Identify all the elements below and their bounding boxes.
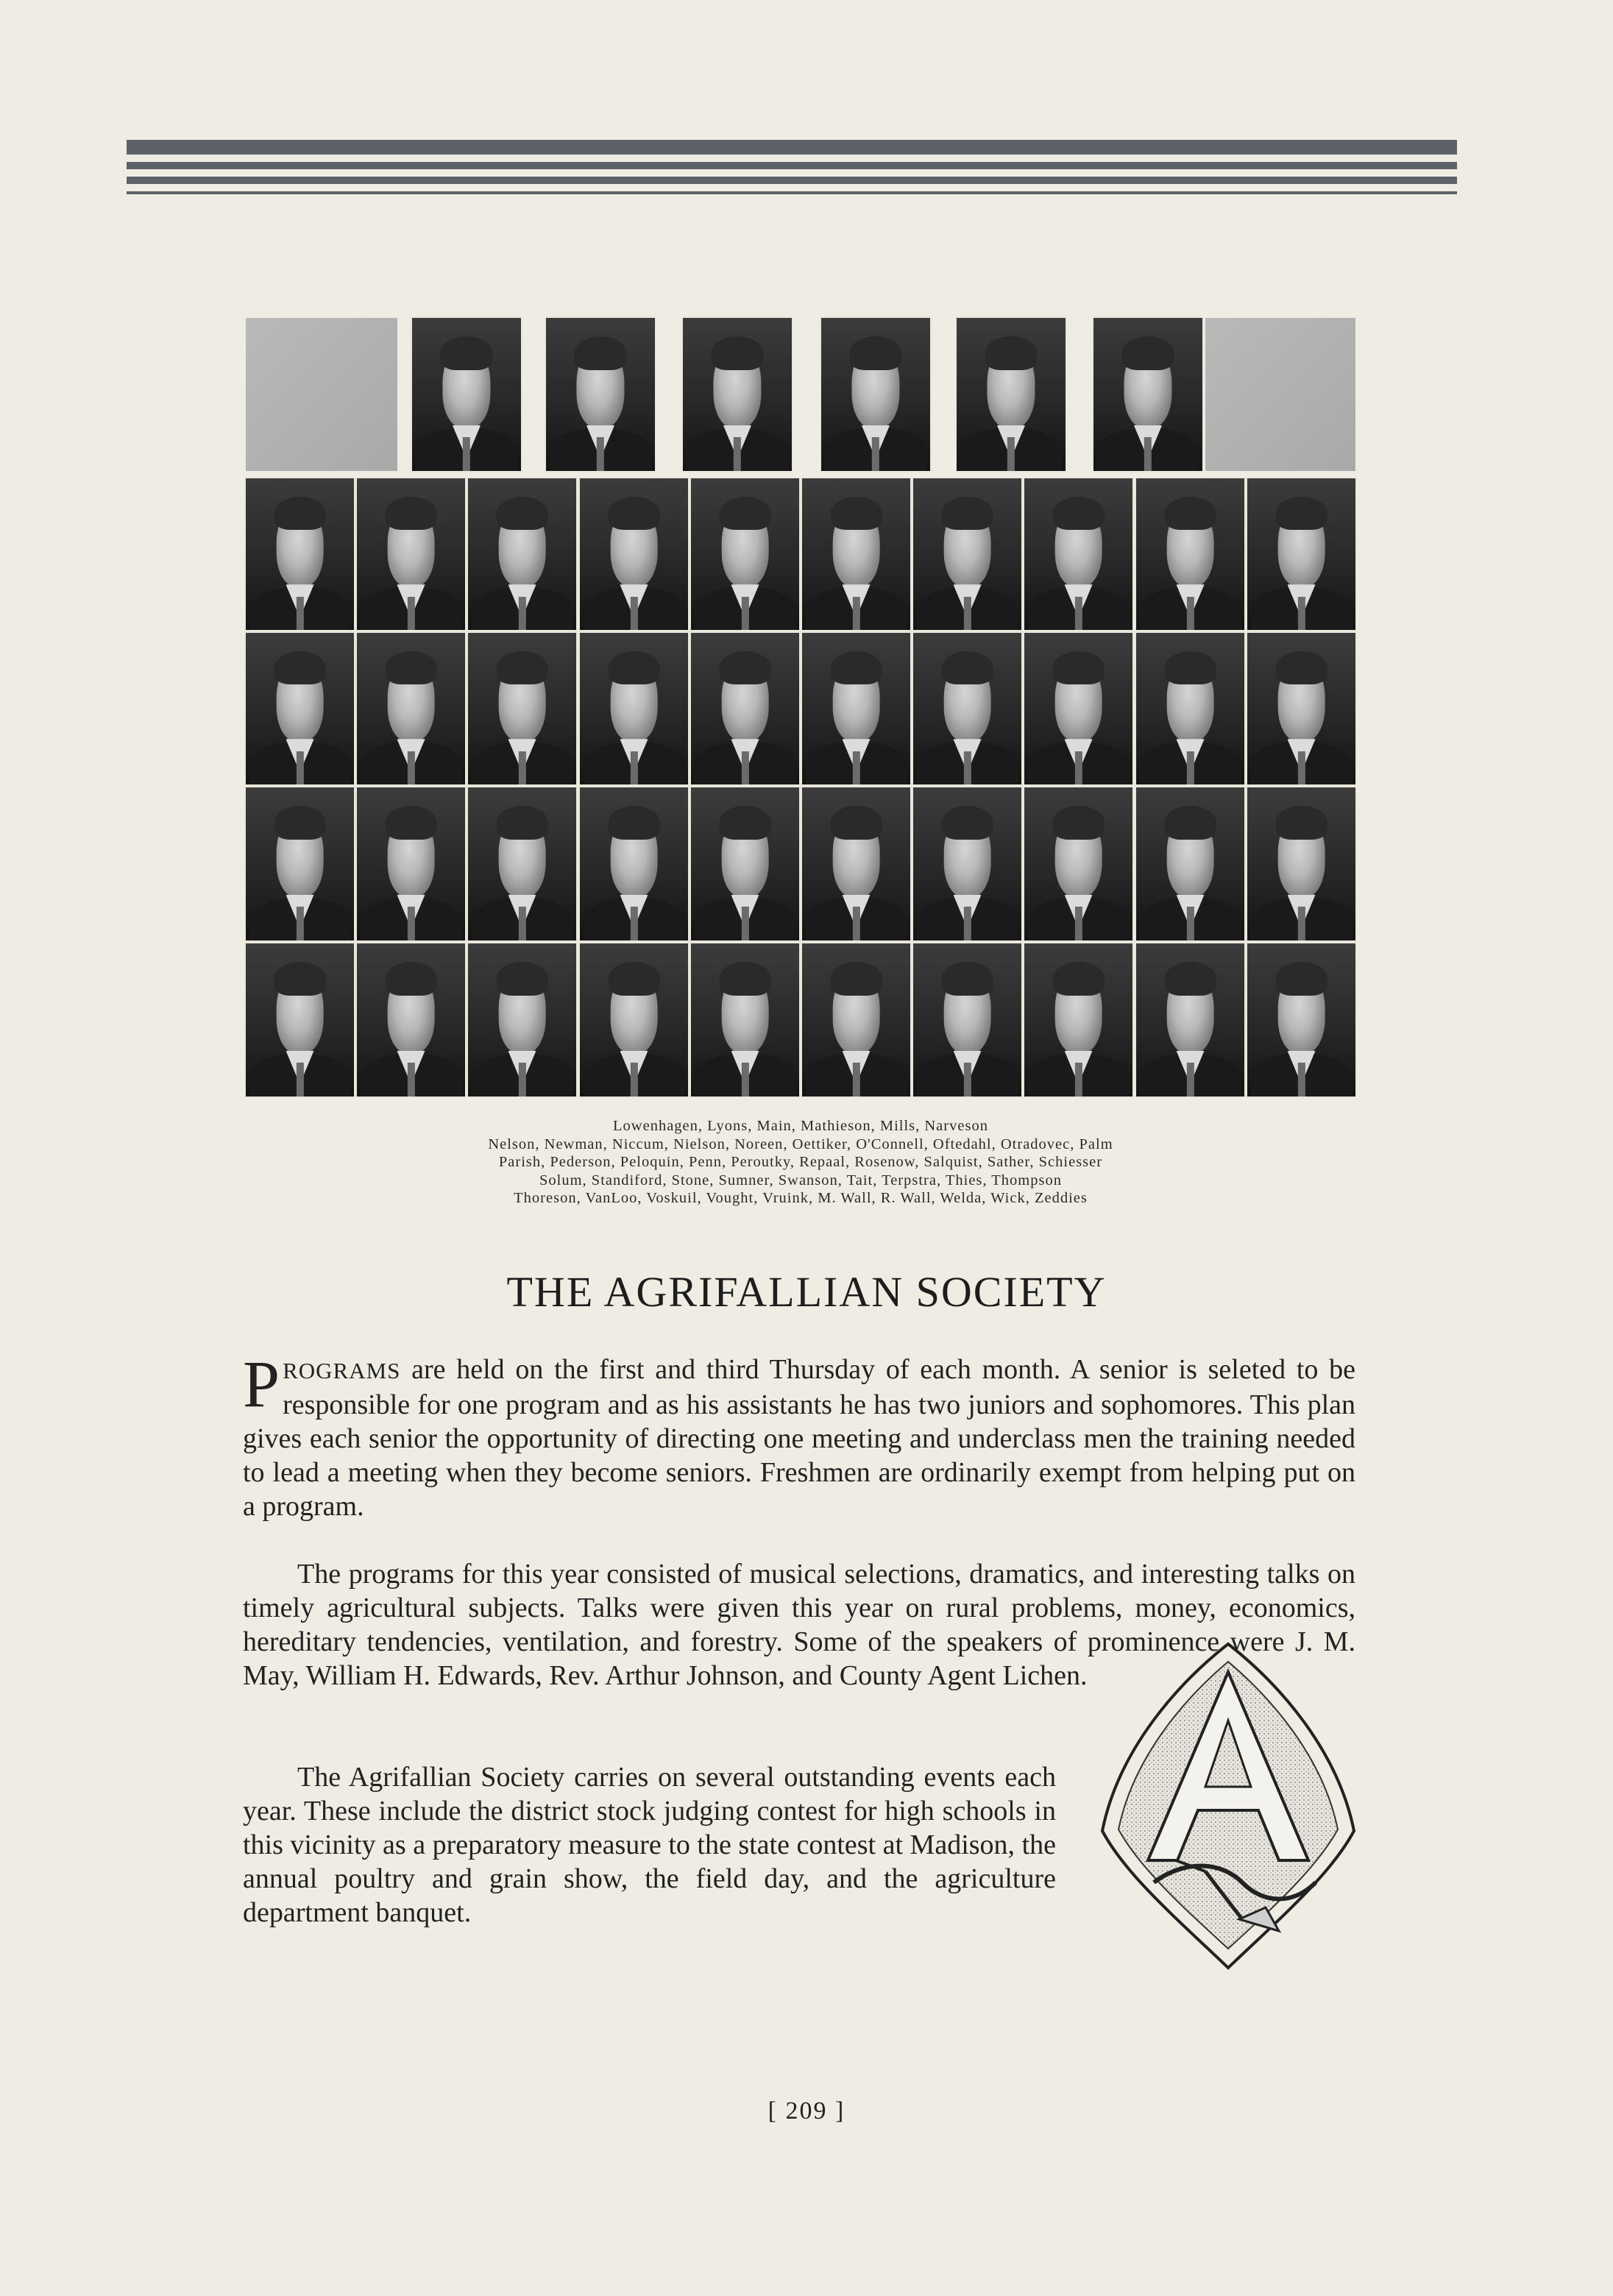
- caption-line: Nelson, Newman, Niccum, Nielson, Noreen, Oettiker, O'Connell, Oftedahl, Otradovec, Palm: [488, 1135, 1113, 1152]
- portrait-tie: [630, 751, 637, 784]
- portrait-tie: [518, 1063, 525, 1096]
- portrait-hair: [830, 651, 882, 684]
- portrait-hair: [1275, 962, 1327, 996]
- member-portrait: [545, 316, 656, 472]
- portrait-tie: [741, 907, 748, 940]
- portrait-tie: [1297, 751, 1305, 784]
- portrait-hair: [941, 806, 993, 840]
- portrait-hair: [1121, 336, 1174, 370]
- member-portrait: [1135, 631, 1246, 786]
- member-portrait: [244, 477, 355, 631]
- portrait-hair: [719, 962, 771, 996]
- portrait-hair: [608, 806, 660, 840]
- blank-photo-panel: [244, 316, 399, 472]
- portrait-hair: [274, 497, 326, 530]
- member-portrait: [411, 316, 522, 472]
- portrait-tie: [296, 751, 303, 784]
- portrait-hair: [385, 497, 437, 530]
- member-portrait: [1023, 786, 1134, 942]
- portrait-tie: [1297, 1063, 1305, 1096]
- portrait-hair: [1275, 806, 1327, 840]
- member-portrait: [578, 477, 689, 631]
- portrait-hair: [941, 651, 993, 684]
- member-portrait: [801, 942, 912, 1098]
- portrait-hair: [830, 806, 882, 840]
- member-portrait: [244, 786, 355, 942]
- portrait-tie: [1074, 597, 1082, 630]
- header-rule-2: [127, 162, 1457, 169]
- member-portrait: [1246, 631, 1357, 786]
- member-portrait: [1246, 477, 1357, 631]
- member-portrait: [1023, 477, 1134, 631]
- portrait-hair: [1164, 651, 1216, 684]
- member-portrait: [912, 942, 1023, 1098]
- portrait-hair: [496, 962, 548, 996]
- portrait-tie: [1007, 437, 1015, 471]
- portrait-tie: [630, 597, 637, 630]
- portrait-tie: [963, 907, 971, 940]
- portrait-tie: [407, 751, 414, 784]
- caption-line: Parish, Pederson, Peloquin, Penn, Peroutky, Repaal, Rosenow, Salquist, Sather, Schiesser: [498, 1154, 1103, 1170]
- header-rule-3: [127, 177, 1457, 184]
- portrait-tie: [963, 1063, 971, 1096]
- portrait-hair: [1052, 962, 1105, 996]
- member-portrait: [912, 477, 1023, 631]
- portrait-hair: [608, 651, 660, 684]
- portrait-tie: [518, 907, 525, 940]
- portrait-hair: [719, 806, 771, 840]
- portrait-hair: [1052, 497, 1105, 530]
- portrait-hair: [440, 336, 492, 370]
- portrait-hair: [1164, 962, 1216, 996]
- photo-caption: [244, 1117, 1357, 1208]
- portrait-tie: [741, 597, 748, 630]
- member-portrait: [244, 631, 355, 786]
- portrait-hair: [941, 962, 993, 996]
- portrait-hair: [830, 497, 882, 530]
- member-portrait: [1246, 786, 1357, 942]
- portrait-tie: [1297, 907, 1305, 940]
- portrait-hair: [574, 336, 626, 370]
- portrait-hair: [1052, 806, 1105, 840]
- member-portrait: [1135, 477, 1246, 631]
- portrait-tie: [741, 751, 748, 784]
- portrait-tie: [872, 437, 879, 471]
- portrait-tie: [597, 437, 604, 471]
- member-portrait: [355, 942, 467, 1098]
- page-number: [ 209 ]: [767, 2097, 846, 2125]
- member-portrait: [1092, 316, 1204, 472]
- member-portrait: [467, 477, 578, 631]
- portrait-hair: [274, 651, 326, 684]
- member-photo-grid: [244, 316, 1357, 1098]
- portrait-tie: [518, 597, 525, 630]
- portrait-tie: [963, 597, 971, 630]
- portrait-tie: [296, 907, 303, 940]
- member-portrait: [467, 786, 578, 942]
- portrait-hair: [274, 962, 326, 996]
- blank-photo-panel: [1204, 316, 1357, 472]
- portrait-tie: [1186, 907, 1194, 940]
- portrait-tie: [734, 437, 741, 471]
- portrait-hair: [849, 336, 901, 370]
- paragraph-speakers: The programs for this year consisted of musical selections, dramatics, and interesting talks on timely agricultural subjects. Talks were given this year on rural problems, money, economics, hereditary tendencies, ventilation, and forestry. Some of the speakers of prominence were J. M. May, William H. Edwards, Rev. Arthur Johnson, and County Agent Lichen.: [243, 1559, 1355, 1691]
- portrait-tie: [963, 751, 971, 784]
- member-portrait: [689, 631, 801, 786]
- member-portrait: [1246, 942, 1357, 1098]
- portrait-hair: [985, 336, 1037, 370]
- member-portrait: [912, 786, 1023, 942]
- portrait-tie: [1297, 597, 1305, 630]
- portrait-tie: [1186, 597, 1194, 630]
- member-portrait: [355, 631, 467, 786]
- portrait-tie: [852, 751, 859, 784]
- portrait-tie: [1144, 437, 1152, 471]
- portrait-tie: [1074, 907, 1082, 940]
- member-portrait: [355, 786, 467, 942]
- portrait-hair: [496, 497, 548, 530]
- portrait-hair: [385, 806, 437, 840]
- portrait-hair: [1275, 497, 1327, 530]
- member-portrait: [689, 786, 801, 942]
- portrait-tie: [852, 1063, 859, 1096]
- member-portrait: [801, 786, 912, 942]
- portrait-hair: [711, 336, 763, 370]
- paragraph-programs: [243, 1348, 1355, 1523]
- caption-line: Thoreson, VanLoo, Voskuil, Vought, Vruink, M. Wall, R. Wall, Welda, Wick, Zeddies: [514, 1190, 1088, 1206]
- portrait-tie: [407, 907, 414, 940]
- portrait-hair: [608, 962, 660, 996]
- portrait-hair: [385, 651, 437, 684]
- portrait-tie: [407, 597, 414, 630]
- member-portrait: [801, 631, 912, 786]
- member-portrait: [244, 942, 355, 1098]
- page-title: THE AGRIFALLIAN SOCIETY: [506, 1268, 1107, 1316]
- paragraph-text: are held on the first and third Thursday of each month. A senior is seleted to be responsible for one program and as his assistants he has two juniors and sophomores. This plan gives each senior the opportunity of directing one meeting and underclass men the training needed to lead a meeting when they become seniors. Freshmen are ordinarily exempt from helping put on a program.: [243, 1354, 1355, 1522]
- member-portrait: [1135, 786, 1246, 942]
- member-portrait: [578, 942, 689, 1098]
- portrait-tie: [741, 1063, 748, 1096]
- drop-cap: P: [243, 1348, 280, 1421]
- member-portrait: [955, 316, 1067, 472]
- agrifallian-emblem-icon: [1095, 1640, 1361, 1972]
- member-portrait: [1023, 942, 1134, 1098]
- portrait-tie: [296, 597, 303, 630]
- portrait-hair: [1164, 806, 1216, 840]
- portrait-hair: [830, 962, 882, 996]
- portrait-tie: [1186, 751, 1194, 784]
- portrait-hair: [608, 497, 660, 530]
- portrait-hair: [941, 497, 993, 530]
- portrait-tie: [518, 751, 525, 784]
- member-portrait: [467, 942, 578, 1098]
- portrait-hair: [719, 651, 771, 684]
- member-portrait: [578, 786, 689, 942]
- member-portrait: [912, 631, 1023, 786]
- caption-line: Lowenhagen, Lyons, Main, Mathieson, Mills, Narveson: [613, 1118, 988, 1134]
- portrait-hair: [274, 806, 326, 840]
- portrait-tie: [852, 907, 859, 940]
- member-portrait: [689, 477, 801, 631]
- member-portrait: [355, 477, 467, 631]
- portrait-tie: [630, 1063, 637, 1096]
- member-portrait: [1023, 631, 1134, 786]
- portrait-tie: [296, 1063, 303, 1096]
- portrait-hair: [719, 497, 771, 530]
- portrait-hair: [496, 806, 548, 840]
- portrait-tie: [463, 437, 470, 471]
- member-portrait: [1135, 942, 1246, 1098]
- portrait-tie: [407, 1063, 414, 1096]
- portrait-tie: [630, 907, 637, 940]
- portrait-hair: [385, 962, 437, 996]
- header-rule-4: [127, 191, 1457, 194]
- member-portrait: [467, 631, 578, 786]
- paragraph-events: The Agrifallian Society carries on several outstanding events each year. These include the district stock judging contest for high schools in this vicinity as a preparatory measure to the state contest at Madison, the annual poultry and grain show, the field day, and the agriculture department banquet.: [243, 1762, 1056, 1928]
- header-rule-1: [127, 140, 1457, 155]
- caption-line: Solum, Standiford, Stone, Sumner, Swanson, Tait, Terpstra, Thies, Thompson: [539, 1172, 1062, 1188]
- portrait-hair: [1052, 651, 1105, 684]
- member-portrait: [820, 316, 932, 472]
- portrait-hair: [1275, 651, 1327, 684]
- small-caps-lead: ROGRAMS: [283, 1358, 401, 1383]
- member-portrait: [578, 631, 689, 786]
- portrait-hair: [496, 651, 548, 684]
- portrait-tie: [1074, 751, 1082, 784]
- member-portrait: [681, 316, 793, 472]
- portrait-tie: [852, 597, 859, 630]
- portrait-hair: [1164, 497, 1216, 530]
- portrait-tie: [1186, 1063, 1194, 1096]
- portrait-tie: [1074, 1063, 1082, 1096]
- member-portrait: [801, 477, 912, 631]
- member-portrait: [689, 942, 801, 1098]
